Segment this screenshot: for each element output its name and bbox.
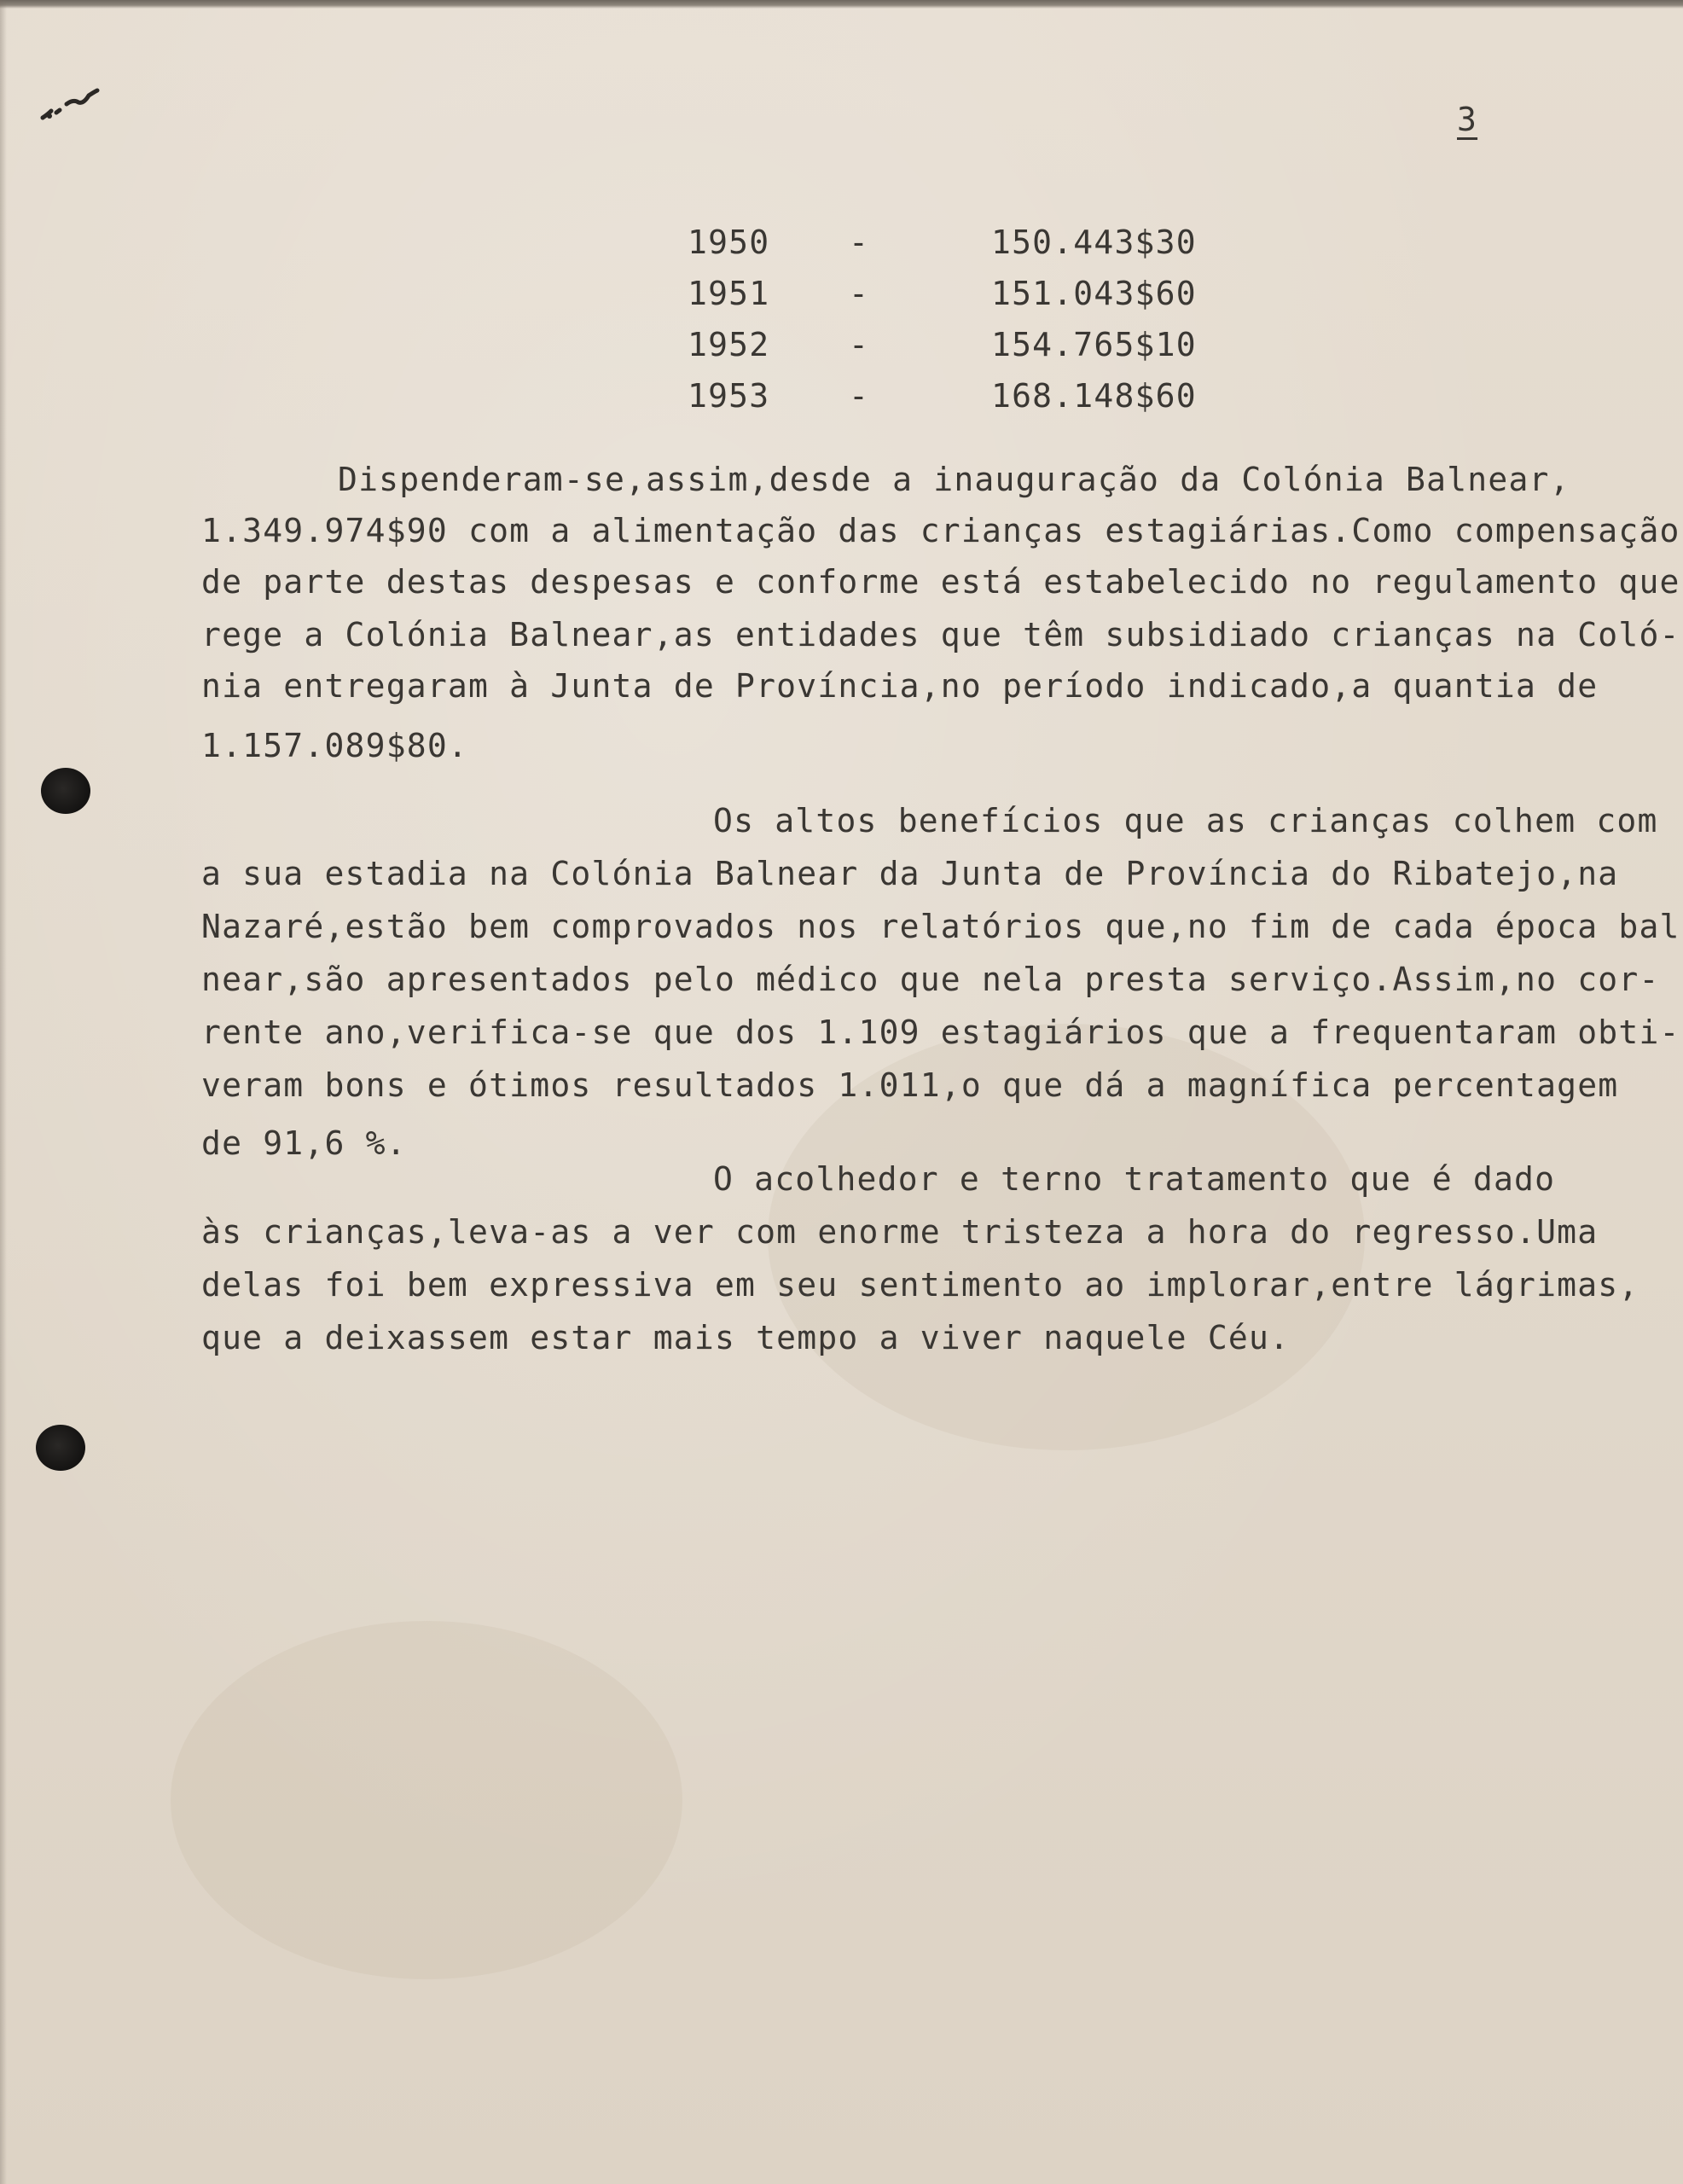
text-line: 1.157.089$80.: [201, 727, 469, 764]
text-line: near,são apresentados pelo médico que nela presta serviço.Assim,no cor-: [201, 961, 1660, 998]
text-line: a sua estadia na Colónia Balnear da Junta de Província do Ribatejo,na: [201, 855, 1619, 892]
table-amount: 151.043$60: [991, 275, 1197, 312]
punch-hole: [41, 768, 90, 814]
page-top-edge: [0, 0, 1683, 9]
text-line: Dispenderam-se,assim,desde a inauguração da Colónia Balnear,: [338, 461, 1570, 498]
table-amount: 150.443$30: [991, 224, 1197, 261]
table-year: 1951: [688, 275, 770, 312]
table-dash: -: [849, 326, 870, 363]
text-line: Os altos benefícios que as crianças colhem com: [713, 802, 1658, 839]
punch-hole: [36, 1425, 85, 1471]
table-amount: 154.765$10: [991, 326, 1197, 363]
page-number: 3: [1457, 101, 1478, 138]
table-dash: -: [849, 275, 870, 312]
table-dash: -: [849, 224, 870, 261]
text-line: de 91,6 %.: [201, 1124, 407, 1162]
pen-mark: [34, 60, 136, 128]
table-year: 1953: [688, 377, 770, 415]
text-line: que a deixassem estar mais tempo a viver naquele Céu.: [201, 1319, 1291, 1356]
text-line: Nazaré,estão bem comprovados nos relatórios que,no fim de cada época bal: [201, 908, 1680, 945]
table-year: 1950: [688, 224, 770, 261]
text-line: nia entregaram à Junta de Província,no período indicado,a quantia de: [201, 667, 1599, 705]
text-line: de parte destas despesas e conforme está estabelecido no regulamento que: [201, 563, 1680, 601]
page-left-edge: [0, 0, 7, 2184]
text-line: O acolhedor e terno tratamento que é dado: [713, 1160, 1556, 1198]
text-line: veram bons e ótimos resultados 1.011,o que dá a magnífica percentagem: [201, 1066, 1619, 1104]
text-line: delas foi bem expressiva em seu sentimento ao implorar,entre lágrimas,: [201, 1266, 1639, 1304]
table-year: 1952: [688, 326, 770, 363]
text-line: rege a Colónia Balnear,as entidades que têm subsidiado crianças na Coló-: [201, 616, 1680, 653]
text-line: 1.349.974$90 com a alimentação das crianças estagiárias.Como compensação: [201, 512, 1680, 549]
paper-stain: [171, 1621, 682, 1979]
text-line: rente ano,verifica-se que dos 1.109 estagiários que a frequentaram obti-: [201, 1014, 1680, 1051]
table-amount: 168.148$60: [991, 377, 1197, 415]
text-line: às crianças,leva-as a ver com enorme tristeza a hora do regresso.Uma: [201, 1213, 1599, 1251]
table-dash: -: [849, 377, 870, 415]
